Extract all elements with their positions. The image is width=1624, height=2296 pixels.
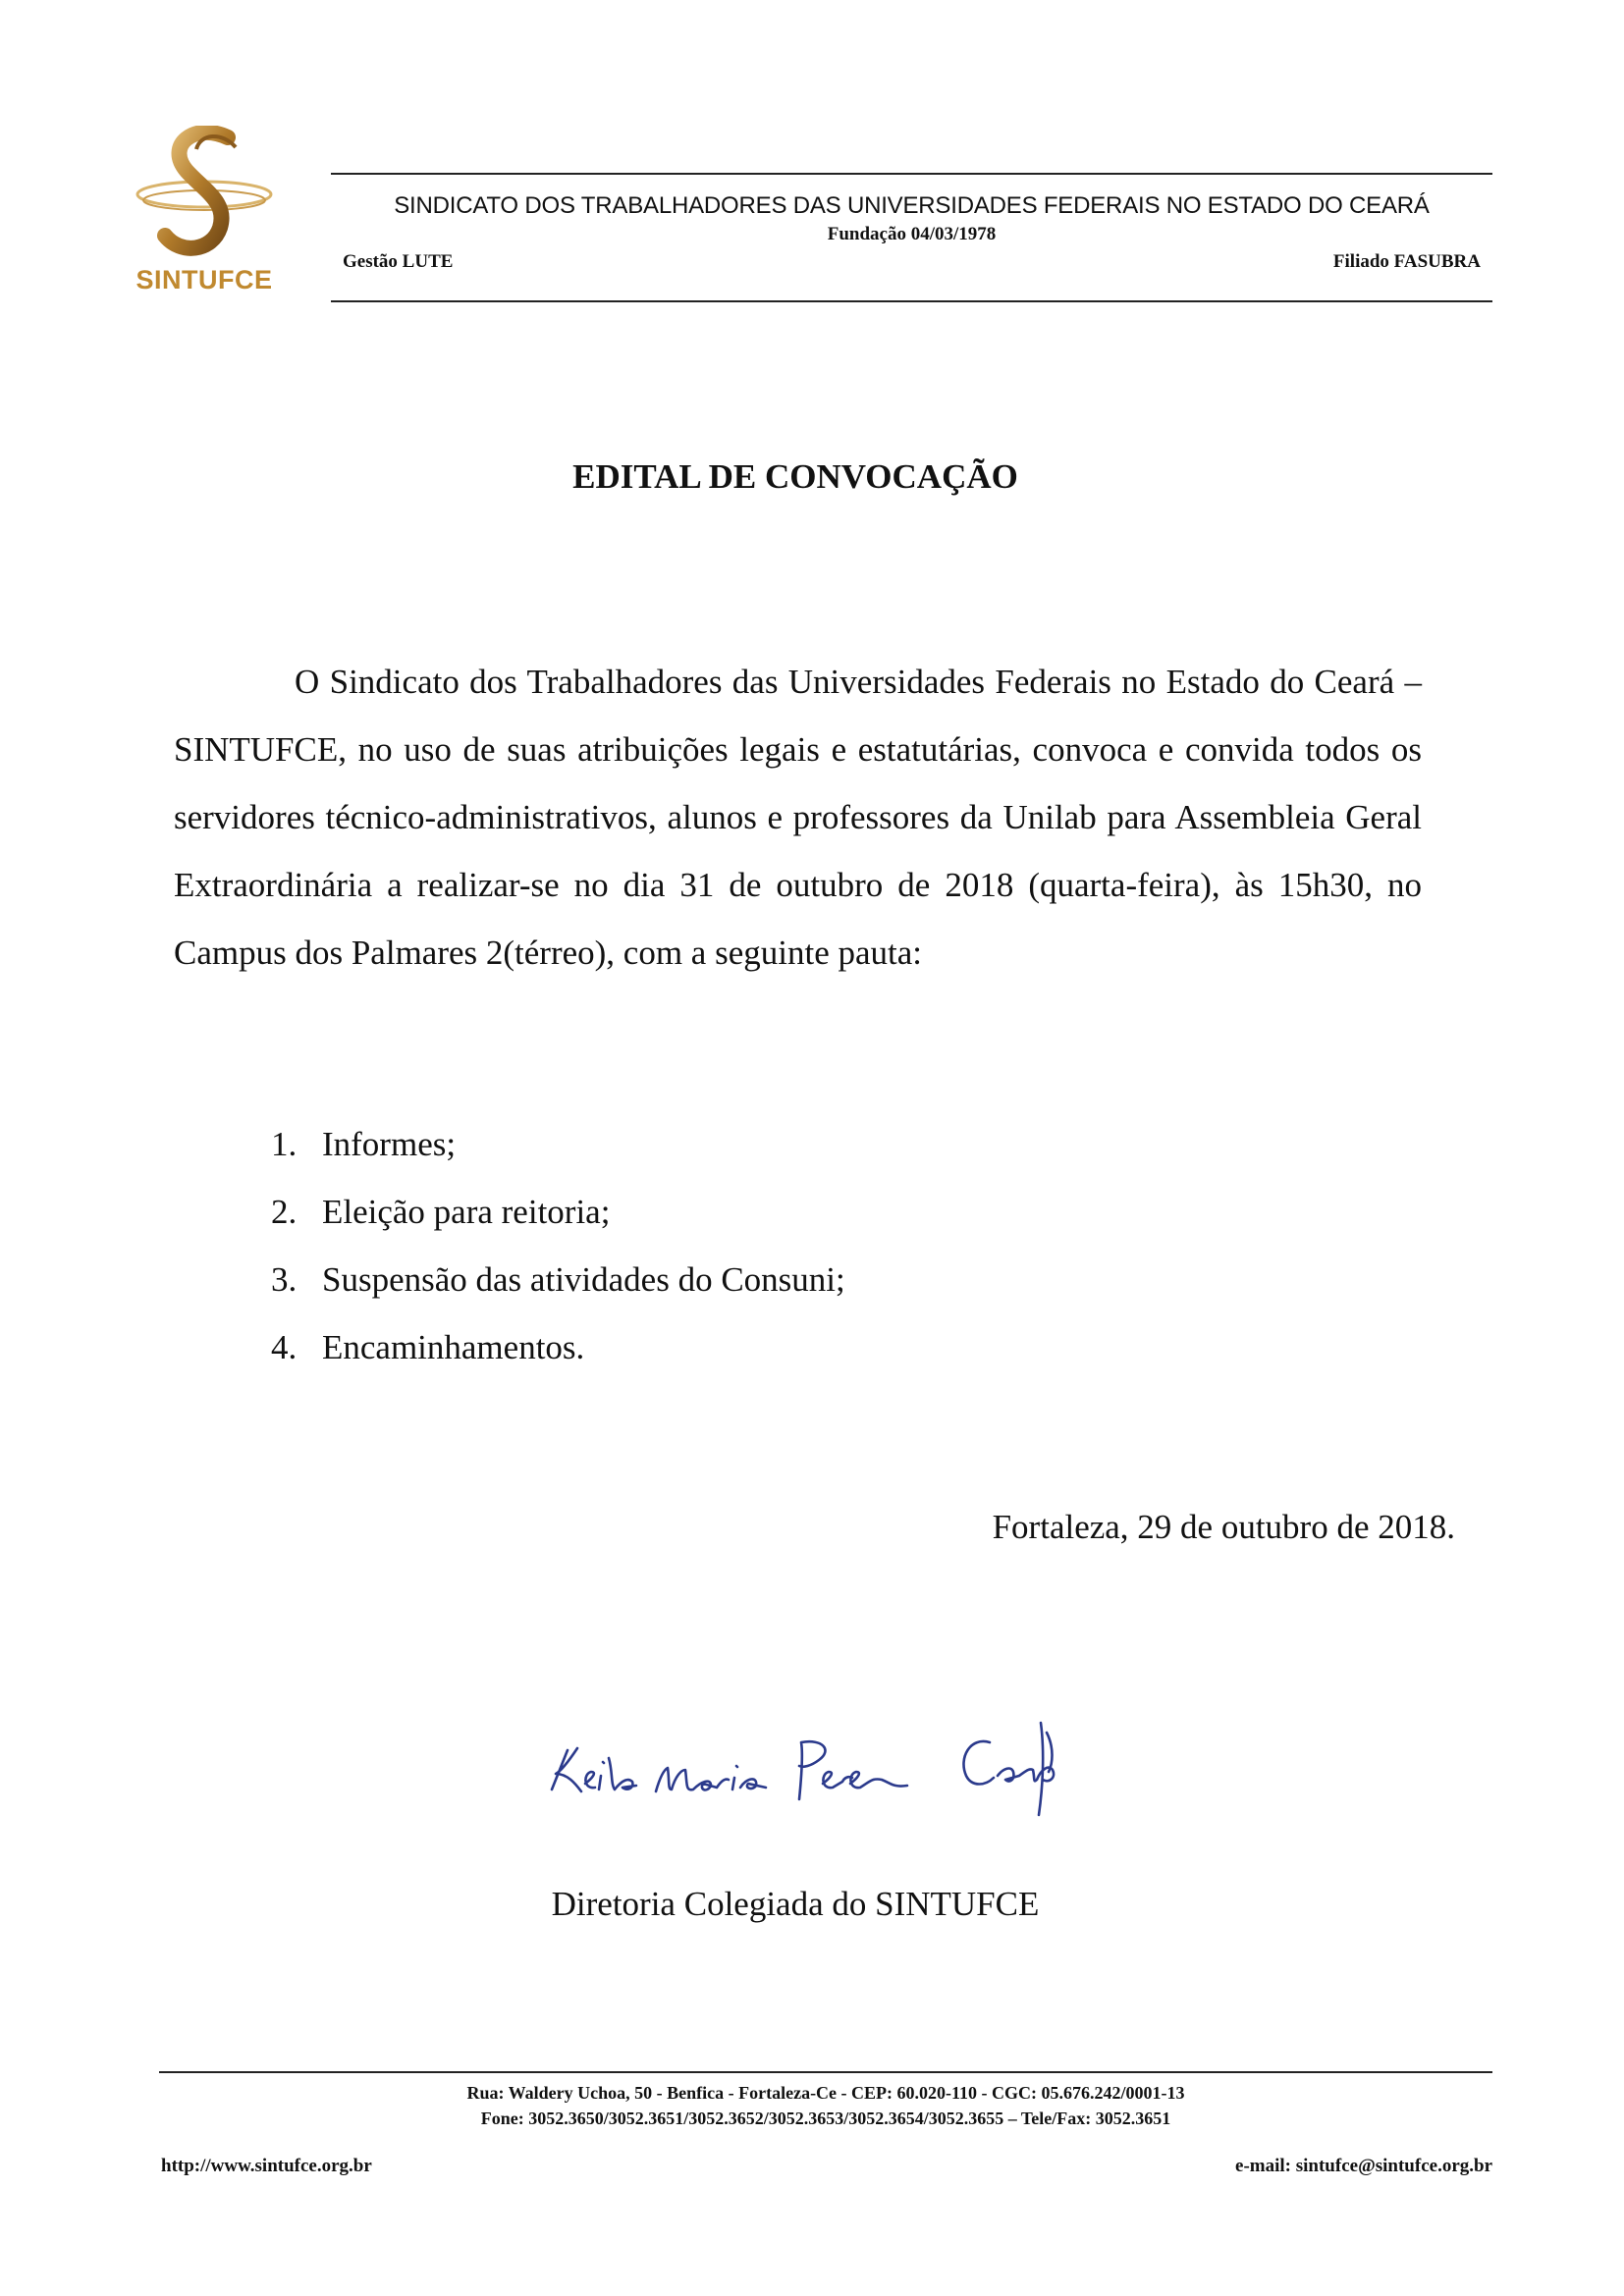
agenda-item-number: 3. (271, 1260, 298, 1299)
agenda-item (271, 1313, 845, 1381)
footer-phones: Fone: 3052.3650/3052.3651/3052.3652/3052.3653/3052.3654/3052.3655 – Tele/Fax: 3052.3651 (480, 2109, 1171, 2128)
footer-rule (159, 2071, 1492, 2073)
document-title: EDITAL DE CONVOCAÇÃO (572, 457, 1018, 496)
logo-emblem-icon (126, 126, 283, 263)
signature-icon (538, 1693, 1068, 1821)
agenda-item-number: 2. (271, 1193, 298, 1231)
handwritten-signature (538, 1693, 1068, 1821)
agenda-item-text: Informes; (322, 1125, 457, 1163)
logo-text: SINTUFCE (135, 265, 273, 294)
header-top-rule (331, 173, 1492, 175)
agenda-list (271, 1110, 845, 1381)
sintufce-logo (126, 126, 283, 302)
email-link[interactable]: e-mail: sintufce@sintufce.org.br (1235, 2156, 1492, 2176)
agenda-item-number: 4. (271, 1328, 298, 1366)
place-and-date: Fortaleza, 29 de outubro de 2018. (992, 1508, 1455, 1546)
agenda-item-text: Suspensão das atividades do Consuni; (322, 1260, 845, 1299)
website-link[interactable]: http://www.sintufce.org.br (161, 2156, 372, 2176)
union-name: SINDICATO DOS TRABALHADORES DAS UNIVERSIDADES FEDERAIS NO ESTADO DO CEARÁ (394, 192, 1430, 219)
agenda-item-text: Encaminhamentos. (322, 1328, 585, 1366)
foundation-date: Fundação 04/03/1978 (827, 224, 997, 244)
footer-address: Rua: Waldery Uchoa, 50 - Benfica - Fortaleza-Ce - CEP: 60.020-110 - CGC: 05.676.242/0001-13 (466, 2083, 1185, 2103)
affiliation-label: Filiado FASUBRA (1332, 251, 1481, 272)
agenda-item (271, 1110, 845, 1178)
signatory-title: Diretoria Colegiada do SINTUFCE (551, 1885, 1040, 1923)
convocation-paragraph: O Sindicato dos Trabalhadores das Universidades Federais no Estado do Ceará – SINTUFCE, no uso de suas atribuições legais e estatutárias, convoca e convida todos os servidores técnico-administrativos, alunos e professores da Unilab para Assembleia Geral Extraordinária a realizar-se no dia 31 de outubro de 2018 (quarta-feira), às 15h30, no Campus dos Palmares 2(térreo), com a seguinte pauta: (174, 663, 1422, 972)
agenda-item-text: Eleição para reitoria; (322, 1193, 611, 1231)
agenda-item (271, 1178, 845, 1246)
management-label: Gestão LUTE (343, 251, 454, 272)
agenda-item-number: 1. (271, 1125, 298, 1163)
agenda-item (271, 1246, 845, 1313)
header-bottom-rule (331, 300, 1492, 302)
